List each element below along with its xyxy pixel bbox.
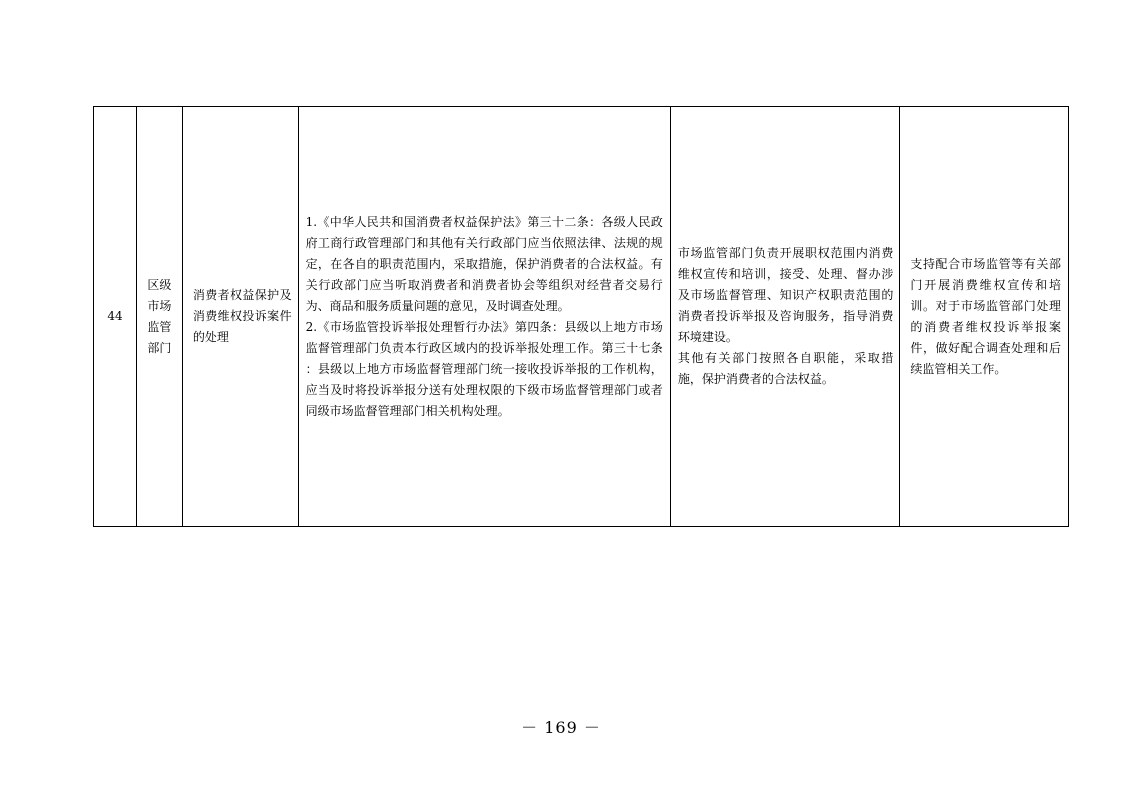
page-number: － 169 － bbox=[521, 718, 601, 737]
row-number: 44 bbox=[107, 309, 123, 323]
row-number-cell bbox=[94, 107, 137, 526]
cooperation-text: 支持配合市场监管等有关部门开展消费维权宣传和培训。对于市场监管部门处理的消费者维权投诉举报案件，做好配合调查处理和后续监管相关工作。 bbox=[910, 256, 1062, 376]
responsibility-cell bbox=[671, 107, 901, 526]
legal-basis-text bbox=[306, 212, 663, 422]
department-name: 区级市场监管部门 bbox=[147, 277, 172, 355]
legal-basis-clause-2: 2.《市场监管投诉举报处理暂行办法》第四条：县级以上地方市场监督管理部门负责本行政区域内的投诉举报处理工作。第三十七条 ：县级以上地方市场监督管理部门统一接收投诉举报的工作机构，应当及时将投诉举报分送有处理权限的下级市场监督管理部门或者同级市场监督管理部门相关机构处理。 bbox=[305, 319, 663, 418]
responsibility-text bbox=[678, 243, 894, 390]
department-cell bbox=[137, 107, 183, 526]
legal-basis-cell bbox=[299, 107, 671, 526]
legal-basis-clause-1: 1.《中华人民共和国消费者权益保护法》第三十二条：各级人民政府工商行政管理部门和其他有关行政部门应当依照法律、法规的规定，在各自的职责范围内，采取措施，保护消费者的合法权益。有关行政部门应当听取消费者和消费者协会等组织对经营者交易行为、商品和服务质量问题的意见，及时调查处理。 bbox=[305, 214, 663, 313]
cooperation-cell bbox=[900, 107, 1068, 526]
responsibility-paragraph-2: 其他有关部门按照各自职能，采取措施，保护消费者的合法权益。 bbox=[677, 351, 894, 386]
responsibility-paragraph-1: 市场监管部门负责开展职权范围内消费维权宣传和培训，接受、处理、督办涉及市场监督管理、知识产权职责范围的消费者投诉举报及咨询服务，指导消费环境建设。 bbox=[677, 246, 894, 344]
responsibility-table bbox=[93, 106, 1069, 527]
item-name: 消费者权益保护及消费维权投诉案件的处理 bbox=[192, 288, 292, 344]
item-cell bbox=[183, 107, 299, 526]
